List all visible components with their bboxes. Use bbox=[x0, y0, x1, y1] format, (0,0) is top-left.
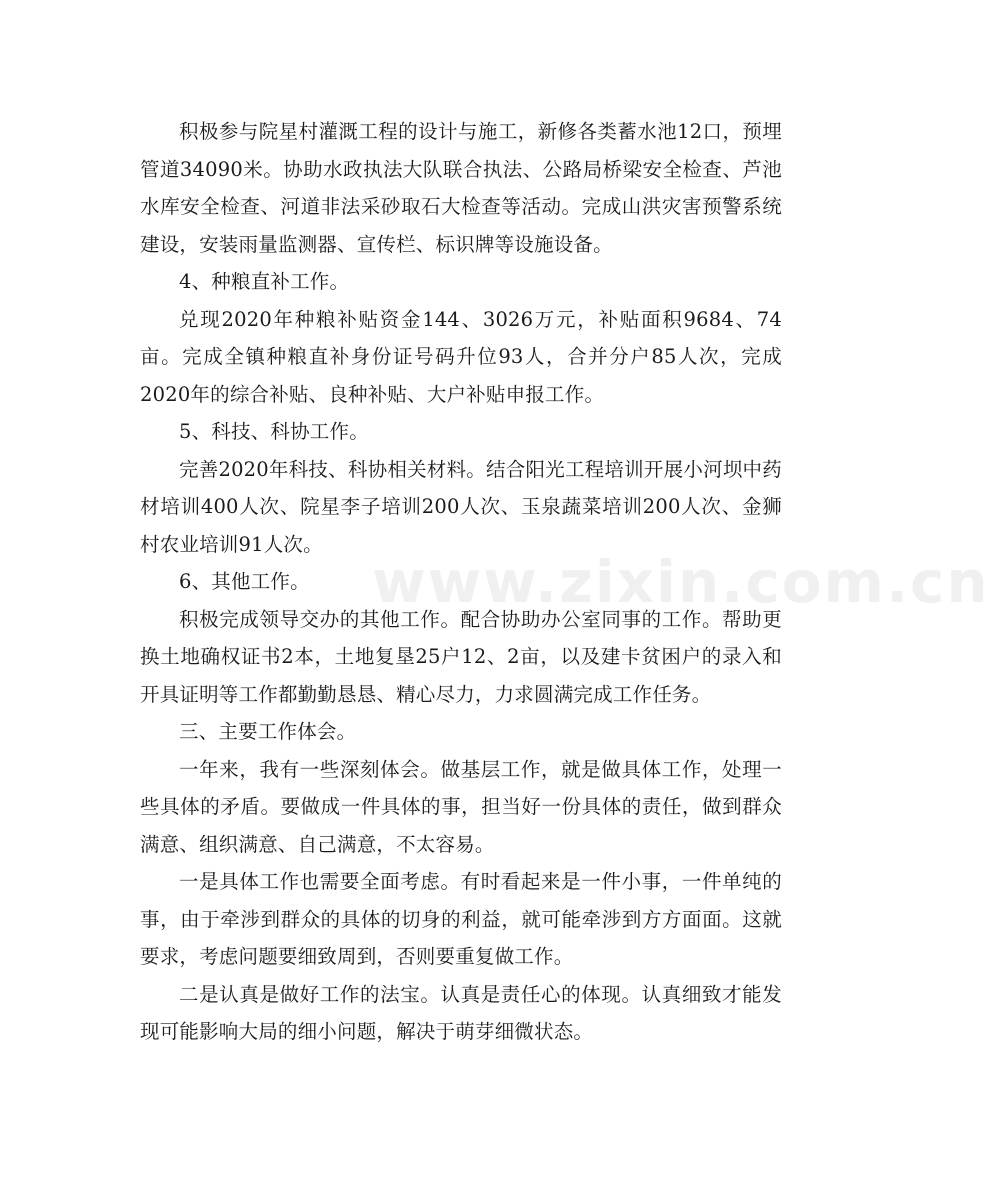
paragraph-irrigation: 积极参与院星村灌溉工程的设计与施工，新修各类蓄水池12口，预埋管道34090米。协助水政执法大队联合执法、公路局桥梁安全检查、芦池水库安全检查、河道非法采砂取石大检查等活动。完成山洪灾害预警系统建设，安装雨量监测器、宣传栏、标识牌等设施设备。 bbox=[140, 120, 782, 256]
heading-other-work: 6、其他工作。 bbox=[179, 570, 310, 593]
watermark: www.zixin.com.cn bbox=[372, 548, 990, 616]
heading-work-experience: 三、主要工作体会。 bbox=[179, 720, 357, 743]
paragraph-experience-intro: 一年来，我有一些深刻体会。做基层工作，就是做具体工作，处理一些具体的矛盾。要做成一件具体的事，担当好一份具体的责任，做到群众满意、组织满意、自己满意，不太容易。 bbox=[140, 757, 782, 856]
heading-science-tech: 5、科技、科协工作。 bbox=[179, 420, 369, 443]
document-body bbox=[140, 113, 782, 1051]
paragraph-experience-two: 二是认真是做好工作的法宝。认真是责任心的体现。认真细致才能发现可能影响大局的细小问题，解决于萌芽细微状态。 bbox=[140, 982, 782, 1043]
paragraph-science-tech: 完善2020年科技、科协相关材料。结合阳光工程培训开展小河坝中药材培训400人次、院星李子培训200人次、玉泉蔬菜培训200人次、金狮村农业培训91人次。 bbox=[140, 457, 782, 556]
paragraph-grain-subsidy: 兑现2020年种粮补贴资金144、3026万元，补贴面积9684、74亩。完成全镇种粮直补身份证号码升位93人，合并分户85人次，完成2020年的综合补贴、良种补贴、大户补贴申报工作。 bbox=[140, 307, 782, 406]
paragraph-other-work: 积极完成领导交办的其他工作。配合协助办公室同事的工作。帮助更换土地确权证书2本，土地复垦25户12、2亩，以及建卡贫困户的录入和开具证明等工作都勤勤恳恳、精心尽力，力求圆满完成工作任务。 bbox=[140, 607, 782, 706]
paragraph-experience-one: 一是具体工作也需要全面考虑。有时看起来是一件小事，一件单纯的事，由于牵涉到群众的具体的切身的利益，就可能牵涉到方方面面。这就要求，考虑问题要细致周到，否则要重复做工作。 bbox=[140, 870, 782, 968]
heading-grain-subsidy: 4、种粮直补工作。 bbox=[179, 270, 350, 293]
